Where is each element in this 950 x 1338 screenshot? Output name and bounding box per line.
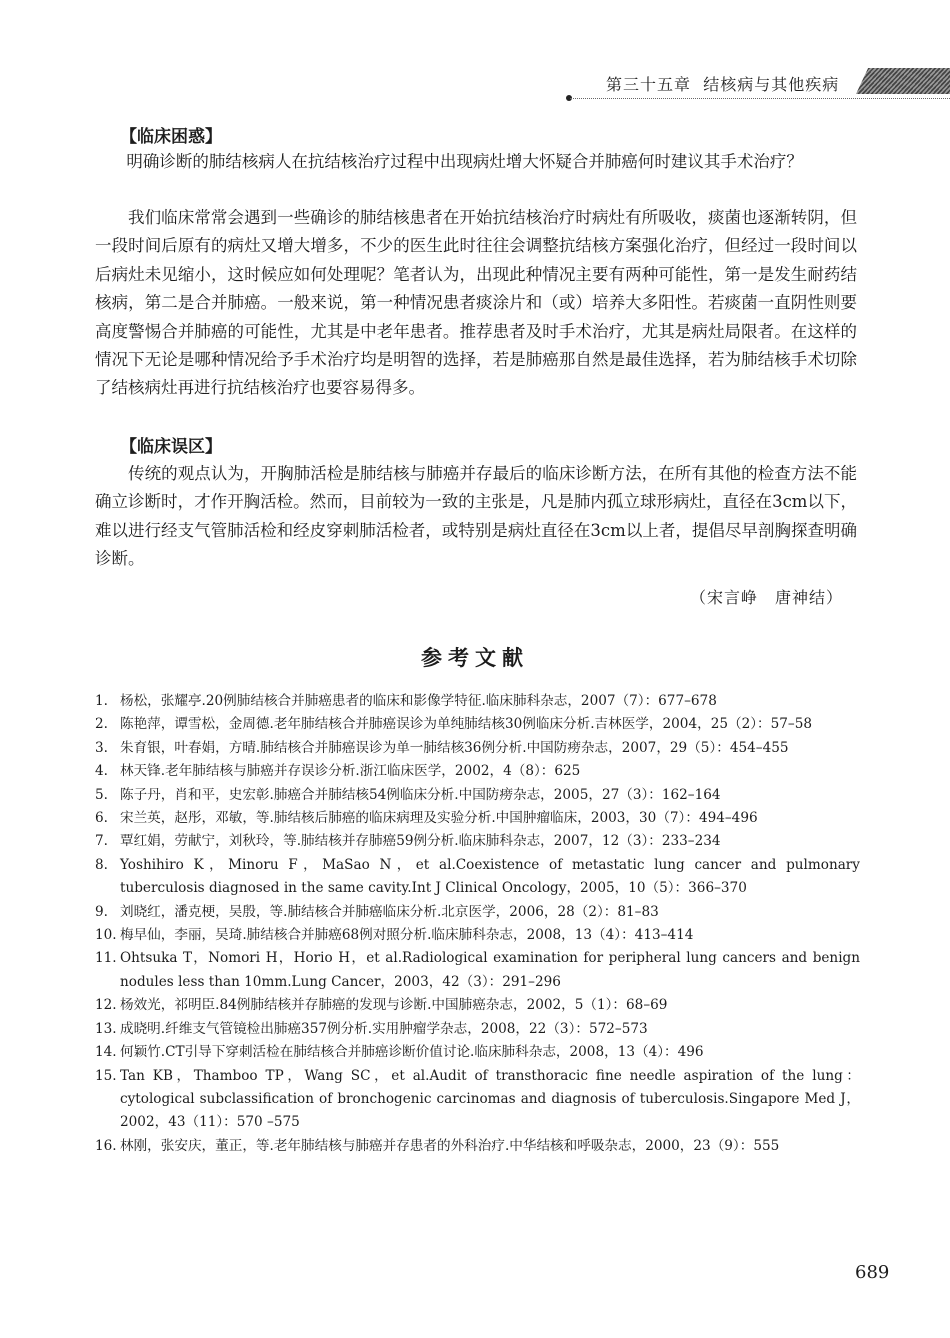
reference-item — [95, 854, 860, 901]
reference-text: 朱育银，叶春娟，方晴.肺结核合并肺癌误诊为单一肺结核36例分析.中国防痨杂志，2007，29（5）：454–455 — [120, 739, 789, 756]
reference-text: 刘晓红，潘克梗，吴殷，等.肺结核合并肺癌临床分析.北京医学，2006，28（2）：81–83 — [120, 903, 659, 920]
reference-text: 林天锋.老年肺结核与肺癌并存误诊分析.浙江临床医学，2002，4（8）：625 — [120, 763, 581, 780]
reference-text: 陈子丹，肖和平，史宏彰.肺癌合并肺结核54例临床分析.中国防痨杂志，2005，27（3）：162–164 — [120, 786, 721, 803]
reference-item — [95, 713, 860, 736]
reference-list — [95, 690, 860, 1158]
reference-item — [95, 807, 860, 830]
header-title — [606, 72, 839, 95]
reference-text: 梅早仙，李丽，吴琦.肺结核合并肺癌68例对照分析.临床肺科杂志，2008，13（4）：413–414 — [120, 927, 694, 944]
reference-item — [95, 924, 860, 947]
reference-number: 9. — [95, 903, 108, 920]
running-header — [560, 66, 950, 102]
reference-number: 8. — [95, 856, 108, 873]
reference-number: 3. — [95, 739, 108, 756]
reference-number: 16. — [95, 1137, 117, 1154]
reference-item — [95, 901, 860, 924]
reference-number: 6. — [95, 810, 108, 827]
reference-text: 覃红娟，劳献宁，刘秋玲，等.肺结核并存肺癌59例分析.临床肺科杂志，2007，12（3）：233–234 — [120, 833, 721, 850]
reference-item — [95, 760, 860, 783]
reference-text: 林刚，张安庆，董正，等.老年肺结核与肺癌并存患者的外科治疗.中华结核和呼吸杂志，2000，23（9）：555 — [120, 1137, 780, 1154]
reference-text: Tan KB，Thamboo TP，Wang SC，et al.Audit of transthoracic fine needle aspiration of the lung：cytological subclassification of bronchogenic carcinomas and diagnosis of tuberculosis.Singapore Med J，2002，43（11）：570 –575 — [120, 1067, 860, 1131]
reference-number: 7. — [95, 833, 108, 850]
reference-item — [95, 1041, 860, 1064]
reference-item — [95, 830, 860, 853]
confusion-question: 明确诊断的肺结核病人在抗结核治疗过程中出现病灶增大怀疑合并肺癌何时建议其手术治疗？ — [126, 152, 803, 171]
heading-clinical-confusion: 【临床困惑】 — [120, 127, 222, 147]
header-rule — [570, 98, 950, 99]
reference-number: 11. — [95, 950, 117, 967]
reference-number: 14. — [95, 1044, 117, 1061]
reference-item — [95, 947, 860, 994]
reference-text: 何颖竹.CT引导下穿刺活检在肺结核合并肺癌诊断价值讨论.临床肺科杂志，2008，13（4）：496 — [120, 1044, 704, 1061]
reference-number: 4. — [95, 763, 108, 780]
header-chapter: 第三十五章 — [606, 75, 692, 94]
reference-text: Ohtsuka T，Nomori H，Horio H，et al.Radiological examination for peripheral lung cancers and benign nodules less than 10mm.Lung Cancer，2003，42（3）：291–296 — [120, 950, 860, 990]
reference-text: 陈艳萍，谭雪松，金周德.老年肺结核合并肺癌误诊为单纯肺结核30例临床分析.吉林医学，2004，25（2）：57–58 — [120, 716, 813, 733]
reference-text: 成晓明.纤维支气管镜检出肺癌357例分析.实用肿瘤学杂志，2008，22（3）：572–573 — [120, 1020, 648, 1037]
reference-item — [95, 1135, 860, 1158]
reference-item — [95, 784, 860, 807]
reference-text: Yoshihiro K，Minoru F，MaSao N，et al.Coexistence of metastatic lung cancer and pulmonary tuberculosis diagnosed in the same cavity.Int J Clinical Oncology，2005，10（5）：366–370 — [120, 856, 860, 897]
reference-item — [95, 1065, 860, 1135]
references-title: 参考文献 — [421, 646, 529, 670]
authors: （宋言峥 唐神结） — [690, 588, 844, 607]
misconception-text: 传统的观点认为，开胸肺活检是肺结核与肺癌并存最后的临床诊断方法，在所有其他的检查方法不能确立诊断时，才作开胸活检。然而，目前较为一致的主张是，凡是肺内孤立球形病灶，直径在3cm以下，难以进行经支气管肺活检和经皮穿刺肺活检者，或特别是病灶直径在3cm以上者，提倡尽早剖胸探查明确诊断。 — [95, 464, 857, 569]
reference-item — [95, 994, 860, 1017]
reference-number: 12. — [95, 997, 117, 1014]
reference-text: 杨效光，祁明臣.84例肺结核并存肺癌的发现与诊断.中国肺癌杂志，2002，5（1）：68–69 — [120, 997, 668, 1014]
reference-number: 13. — [95, 1020, 117, 1037]
reference-number: 10. — [95, 927, 117, 944]
reference-item — [95, 690, 860, 713]
reference-number: 5. — [95, 786, 108, 803]
page-number: 689 — [855, 1262, 890, 1283]
reference-number: 1. — [95, 693, 108, 709]
heading-clinical-misconception: 【临床误区】 — [120, 437, 222, 457]
reference-text: 杨松，张耀亭.20例肺结核合并肺癌患者的临床和影像学特征.临床肺科杂志，2007（7）：677–678 — [120, 693, 717, 709]
header-decorative-bar — [856, 68, 950, 94]
reference-item — [95, 1018, 860, 1041]
header-chapter-title: 结核病与其他疾病 — [703, 75, 840, 94]
reference-text: 宋兰英，赵彤，邓敏，等.肺结核后肺癌的临床病理及实验分析.中国肿瘤临床，2003，30（7）：494–496 — [120, 810, 758, 827]
reference-number: 15. — [95, 1067, 117, 1084]
reference-item — [95, 737, 860, 760]
confusion-answer: 我们临床常常会遇到一些确诊的肺结核患者在开始抗结核治疗时病灶有所吸收，痰菌也逐渐转阴，但一段时间后原有的病灶又增大增多，不少的医生此时往往会调整抗结核方案强化治疗，但经过一段时间以后病灶未见缩小，这时候应如何处理呢？笔者认为，出现此种情况主要有两种可能性，第一是发生耐药结核病，第二是合并肺癌。一般来说，第一种情况患者痰涂片和（或）培养大多阳性。若痰菌一直阴性则要高度警惕合并肺癌的可能性，尤其是中老年患者。推荐患者及时手术治疗，尤其是病灶局限者。在这样的情况下无论是哪种情况给予手术治疗均是明智的选择，若是肺癌那自然是最佳选择，若为肺结核手术切除了结核病灶再进行抗结核治疗也要容易得多。 — [95, 208, 857, 398]
reference-number: 2. — [95, 716, 108, 733]
